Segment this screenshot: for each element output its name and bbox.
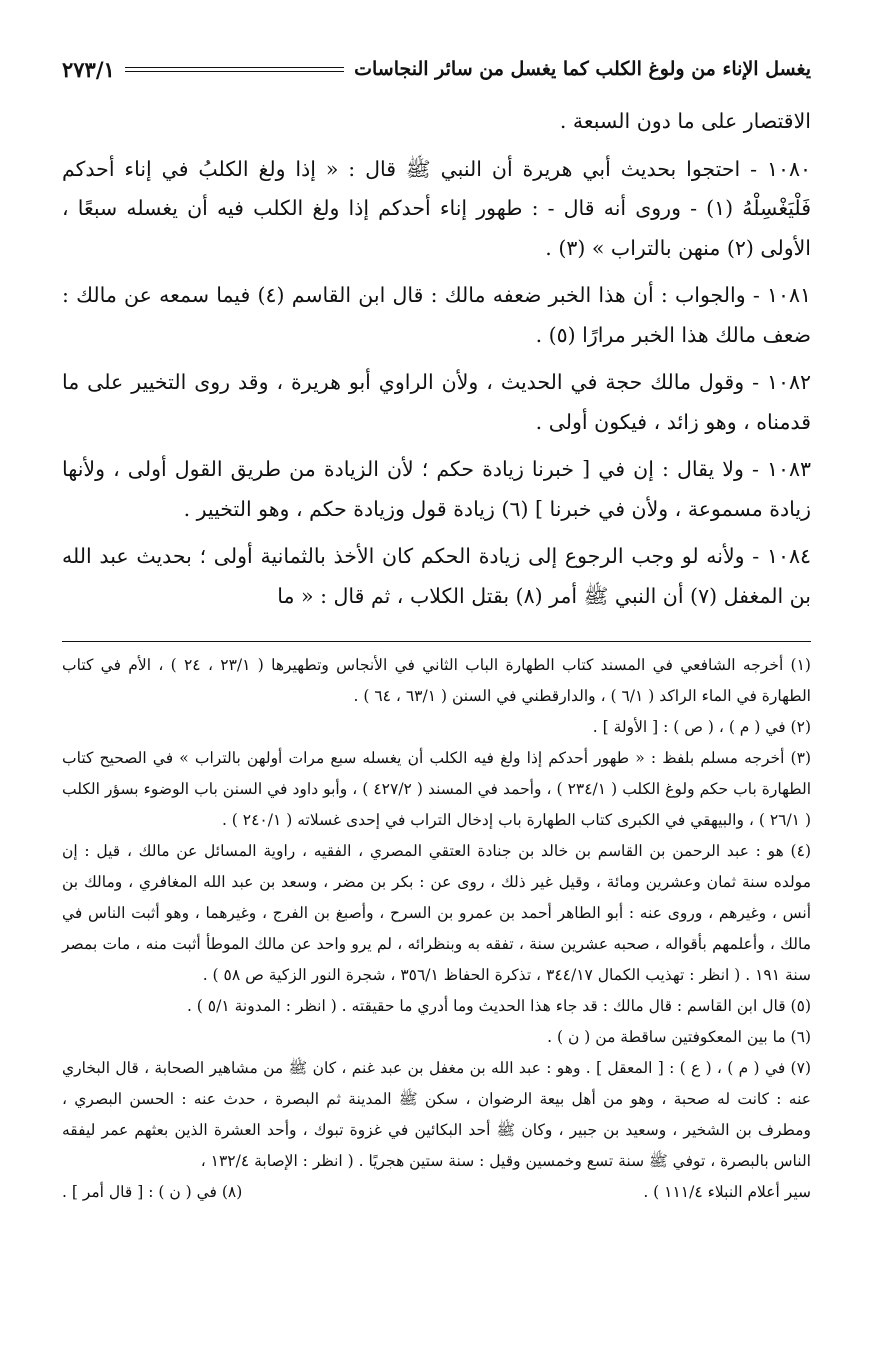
paragraph-1082: ١٠٨٢ - وقول مالك حجة في الحديث ، ولأن الراوي أبو هريرة ، وقد روى التخيير على ما قدمناه ، وهو زائد ، فيكون أولى . — [62, 370, 811, 434]
paragraph-1084: ١٠٨٤ - ولأنه لو وجب الرجوع إلى زيادة الحكم كان الأخذ بالثمانية أولى ؛ بحديث عبد الله بن المغفل (٧) أن النبي ﷺ أمر (٨) بقتل الكلاب ، ثم قال : « ما — [62, 544, 811, 608]
paragraph-1083: ١٠٨٣ - ولا يقال : إن في [ خبرنا زيادة حكم ؛ لأن الزيادة من طريق القول أولى ، ولأنها زيادة مسموعة ، ولأن في خبرنا ] (٦) زيادة قول وزيادة حكم ، وهو التخيير . — [62, 457, 811, 521]
paragraph: الاقتصار على ما دون السبعة . — [559, 109, 811, 133]
footnote-5: (٥) قال ابن القاسم : قال مالك : قد جاء هذا الحديث وما أدري ما حقيقته . ( انظر : المدونة ٥/١ ) . — [186, 997, 811, 1015]
footnote-4: (٤) هو : عبد الرحمن بن القاسم بن خالد بن جنادة العتقي المصري ، الفقيه ، راوية المسائل عن مالك ، قيل : إن مولده سنة ثمان وعشرين ومائة ، وقيل غير ذلك ، روى عن : بكر بن مضر ، وسعد بن عبد الله المغافري ، ومالك بن أنس ، وغيرهم ، وروى عنه : أبو الطاهر أحمد بن عمرو بن السرح ، وأصبغ بن الفرج ، وغيرهما ، وهو أثبت الناس في مالك ، وأعلمهم بأقواله ، صحبه عشرين سنة ، تفقه به وبنظرائه ، لم يرو واحد عن مالك الموطأ أثبت منه ، مات بمصر سنة ١٩١ . ( انظر : تهذيب الكمال ٣٤٤/١٧ ، تذكرة الحفاظ ٣٥٦/١ ، شجرة النور الزكية ص ٥٨ ) . — [62, 842, 811, 984]
footnote-last-line — [62, 1177, 811, 1208]
footnote-6: (٦) ما بين المعكوفتين ساقطة من ( ن ) . — [547, 1028, 811, 1046]
footnote-separator — [62, 641, 811, 642]
footnotes — [62, 650, 811, 1208]
footnote-3: (٣) أخرجه مسلم بلفظ : « طهور أحدكم إذا ولغ فيه الكلب أن يغسله سبع مرات أولهن بالتراب » في الصحيح كتاب الطهارة باب حكم ولوغ الكلب ( ٢٣٤/١ ) ، وأحمد في المسند ( ٤٢٧/٢ ) ، وأبو داود في السنن باب الوضوء بسؤر الكلب ( ٢٦/١ ) ، والبيهقي في الكبرى كتاب الطهارة باب إدخال التراب في إحدى غسلاته ( ٢٤٠/١ ) . — [62, 749, 811, 829]
footnote-8: (٨) في ( ن ) : [ قال أمر ] . — [62, 1183, 243, 1201]
main-text — [62, 102, 811, 624]
header-rule — [125, 67, 344, 72]
running-header — [62, 50, 811, 88]
footnote-1: (١) أخرجه الشافعي في المسند كتاب الطهارة الباب الثاني في الأنجاس وتطهيرها ( ٢٣/١ ، ٢٤ ) ، الأم في كتاب الطهارة في الماء الراكد ( ٦/١ ) ، والدارقطني في السنن ( ٦٣/١ ، ٦٤ ) . — [62, 656, 811, 705]
footnote-2: (٢) في ( م ) ، ( ص ) : [ الأولة ] . — [592, 718, 811, 736]
paragraph-1080: ١٠٨٠ - احتجوا بحديث أبي هريرة أن النبي ﷺ قال : « إذا ولغ الكلبُ في إناء أحدكم فَلْيَغْسِلْهُ (١) - وروى أنه قال - : طهور إناء أحدكم إذا ولغ الكلب فيه أن يغسله سبعًا ، الأولى (٢) منهن بالتراب » (٣) . — [62, 156, 811, 260]
paragraph-1081: ١٠٨١ - والجواب : أن هذا الخبر ضعفه مالك : قال ابن القاسم (٤) فيما سمعه عن مالك : ضعف مالك هذا الخبر مرارًا (٥) . — [62, 283, 811, 347]
footnote-7-end: سير أعلام النبلاء ١١١/٤ ) . — [643, 1183, 811, 1201]
footnote-7: (٧) في ( م ) ، ( ع ) : [ المعقل ] . وهو : عبد الله بن مغفل بن عبد غنم ، كان ﷺ من مشاهير الصحابة ، قال البخاري عنه : كانت له صحبة ، وهو من أهل بيعة الرضوان ، سكن ﷺ المدينة ثم البصرة ، حدث عنه : الحسن البصري ، ومطرف بن الشخير ، وسعيد بن جبير ، وكان ﷺ أحد البكائين في غزوة تبوك ، وأحد العشرة الذين بعثهم عمر ليفقه الناس بالبصرة ، توفي ﷺ سنة تسع وخمسين وقيل : سنة ستين هجريًا . ( انظر : الإصابة ١٣٢/٤ ، — [62, 1059, 811, 1170]
page-number: ٢٧٣/١ — [62, 56, 115, 82]
running-title: يغسل الإناء من ولوغ الكلب كما يغسل من سائر النجاسات — [354, 58, 811, 80]
